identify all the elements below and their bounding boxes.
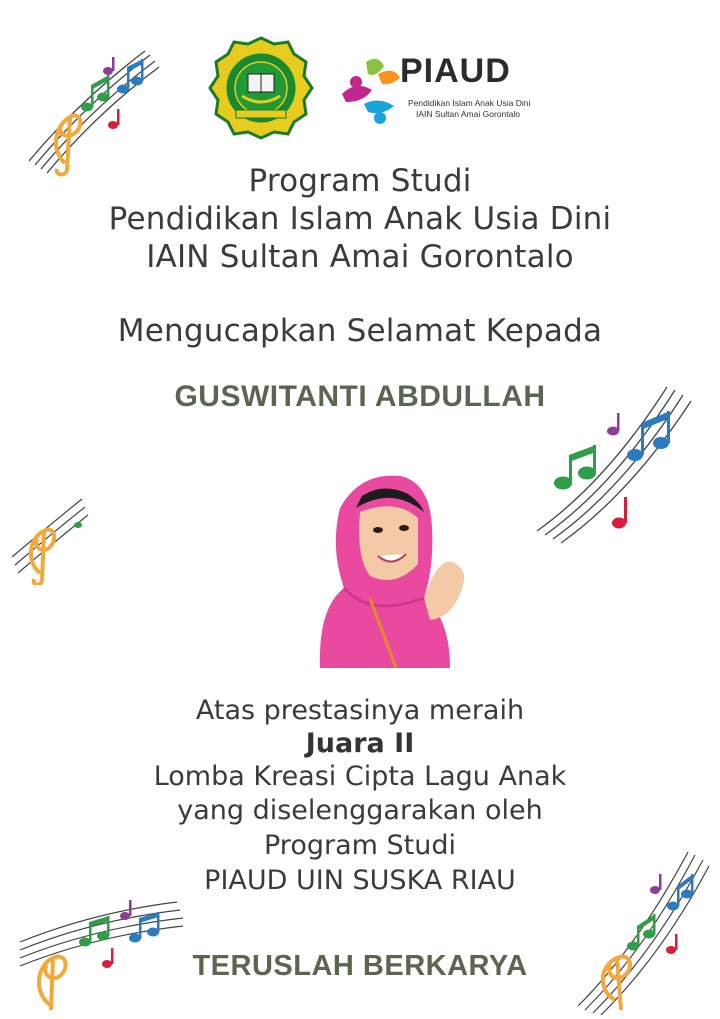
award-title: Juara II	[305, 728, 415, 759]
recipient-name: GUSWITANTI ABDULLAH	[174, 380, 546, 413]
iain-emblem-icon	[208, 36, 314, 140]
achievement-intro: Atas prestasinya meraih	[195, 695, 525, 726]
header-study-program-name: Pendidikan Islam Anak Usia Dini	[108, 201, 612, 237]
organizer-program: Program Studi	[264, 830, 456, 861]
piaud-subtitle-line1: Pendidikan Islam Anak Usia Dini	[408, 98, 531, 108]
piaud-wordmark: PIAUD	[400, 52, 511, 90]
portrait-photo	[300, 468, 480, 668]
piaud-logo	[338, 48, 538, 128]
organizer-institution: PIAUD UIN SUSKA RIAU	[204, 865, 516, 896]
greeting-text: Mengucapkan Selamat Kepada	[117, 313, 603, 349]
closing-message: TERUSLAH BERKARYA	[192, 950, 528, 982]
organizer-intro: yang diselenggarakan oleh	[177, 795, 543, 826]
piaud-figure-icon	[338, 52, 408, 126]
header-program-studi: Program Studi	[248, 163, 472, 199]
music-notes-icon	[10, 495, 90, 585]
header-institution: IAIN Sultan Amai Gorontalo	[146, 239, 574, 275]
competition-name: Lomba Kreasi Cipta Lagu Anak	[153, 761, 567, 792]
piaud-subtitle-line2: IAIN Sultan Amai Gorontalo	[416, 109, 520, 119]
music-notes-icon	[25, 45, 160, 180]
